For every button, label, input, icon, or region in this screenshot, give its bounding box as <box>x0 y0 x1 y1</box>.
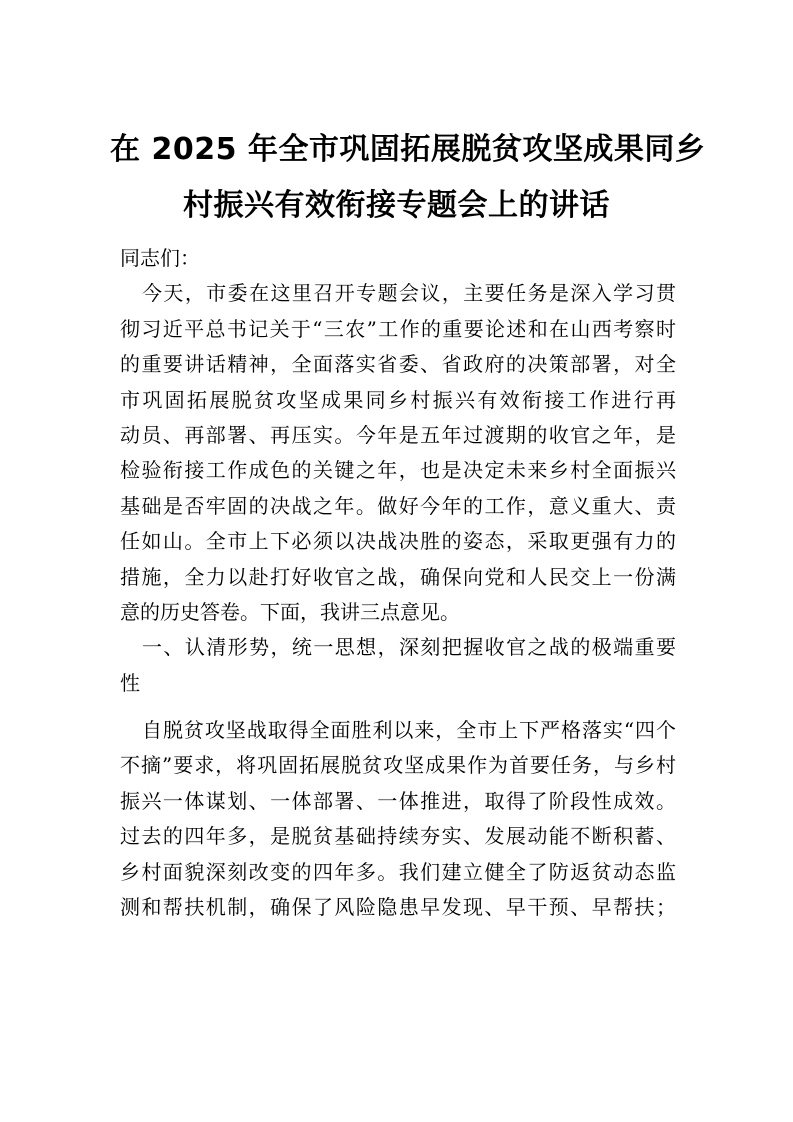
paragraph-line: 自脱贫攻坚战取得全面胜利以来，全市上下严格落实“四个 <box>142 718 676 743</box>
paragraph-line: 振兴一体谋划、一体部署、一体推进，取得了阶段性成效。 <box>120 788 676 813</box>
paragraph-line: 措施，全力以赴打好收官之战，确保向党和人民交上一份满 <box>120 564 676 589</box>
paragraph-2 <box>120 713 676 925</box>
paragraph-line: 动员、再部署、再压实。今年是五年过渡期的收官之年，是 <box>120 422 676 447</box>
title-line-2: 村振兴有效衔接专题会上的讲话 <box>183 188 610 223</box>
paragraph-spacing <box>120 701 676 713</box>
paragraph-line: 不摘”要求，将巩固拓展脱贫攻坚成果作为首要任务，与乡村 <box>120 753 676 778</box>
section-heading-1 <box>120 630 676 701</box>
paragraph-line: 过去的四年多，是脱贫基础持续夯实、发展动能不断积蓄、 <box>120 824 676 849</box>
heading-line: 性 <box>120 670 140 695</box>
paragraph-line: 基础是否牢固的决战之年。做好今年的工作，意义重大、责 <box>120 493 676 518</box>
paragraph-line: 任如山。全市上下必须以决战决胜的姿态，采取更强有力的 <box>120 529 676 554</box>
document-title <box>110 122 706 234</box>
heading-line: 一、认清形势，统一思想，深刻把握收官之战的极端重要 <box>142 635 676 660</box>
paragraph-line: 检验衔接工作成色的关键之年，也是决定未来乡村全面振兴 <box>120 458 676 483</box>
salutation: 同志们： <box>120 246 200 270</box>
paragraph-line: 今天，市委在这里召开专题会议，主要任务是深入学习贯 <box>142 281 676 306</box>
paragraph-line: 市巩固拓展脱贫攻坚成果同乡村振兴有效衔接工作进行再 <box>120 387 676 412</box>
paragraph-line: 彻习近平总书记关于“三农”工作的重要论述和在山西考察时 <box>120 316 676 341</box>
paragraph-line: 的重要讲话精神，全面落实省委、省政府的决策部署，对全 <box>120 352 676 377</box>
title-line-1: 在 2025 年全市巩固拓展脱贫攻坚成果同乡 <box>110 132 706 167</box>
document-body <box>120 241 676 925</box>
paragraph-line: 乡村面貌深刻改变的四年多。我们建立健全了防返贫动态监 <box>120 859 676 884</box>
paragraph-line: 测和帮扶机制，确保了风险隐患早发现、早干预、早帮扶； <box>120 895 676 920</box>
paragraph-1 <box>120 276 676 630</box>
paragraph-line: 意的历史答卷。下面，我讲三点意见。 <box>120 599 460 624</box>
